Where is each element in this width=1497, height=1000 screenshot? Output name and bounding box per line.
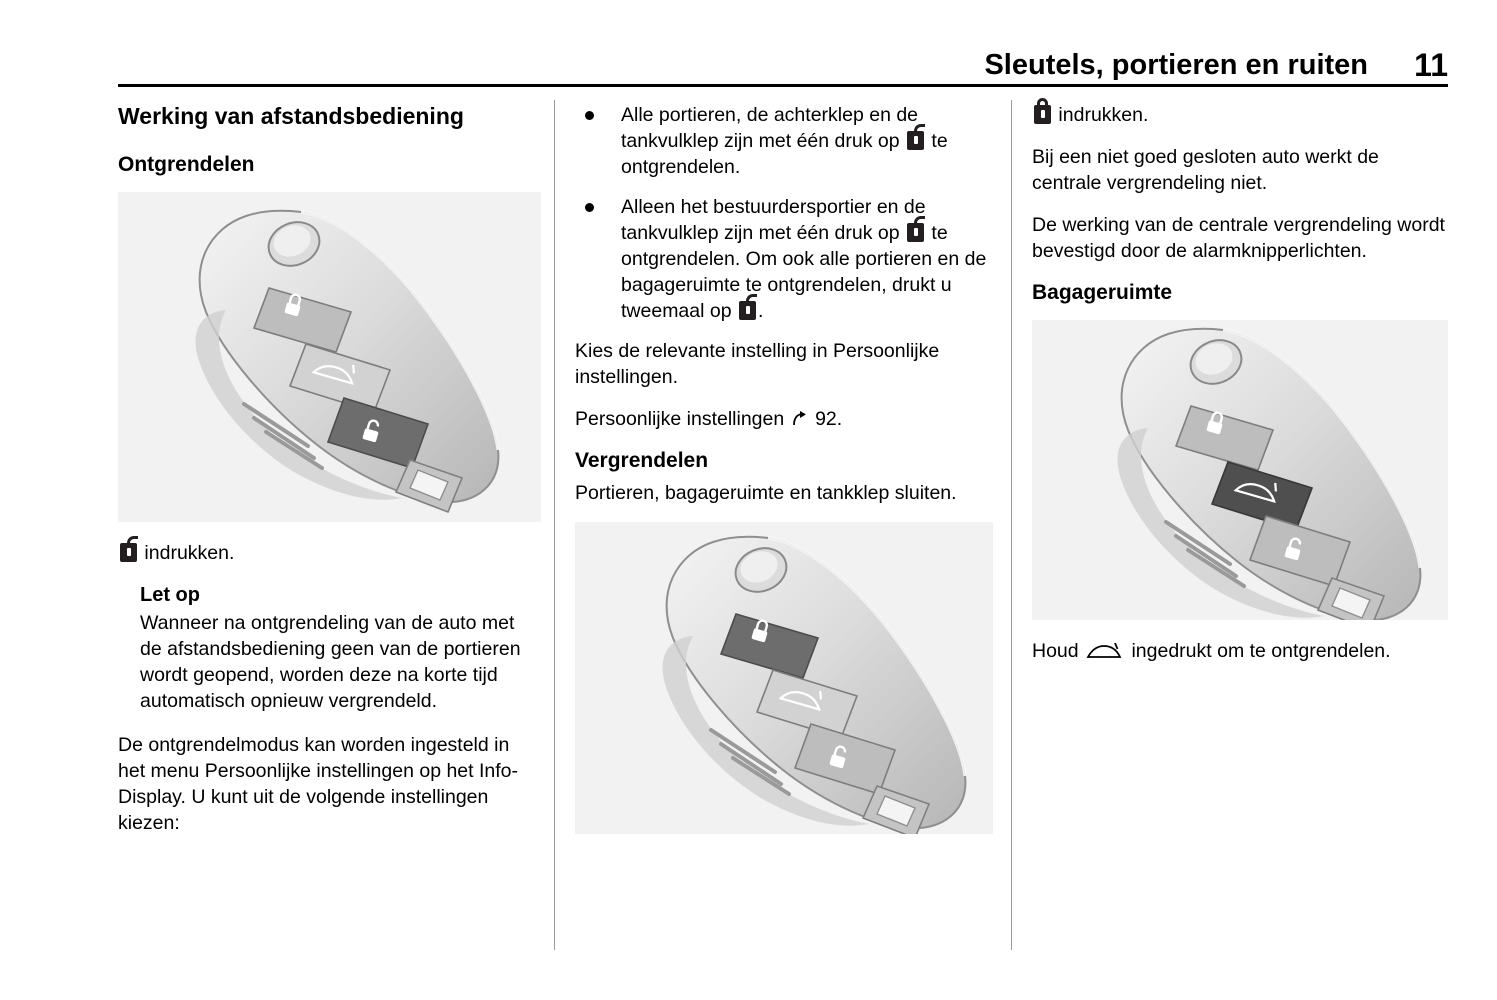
column-1: [118, 102, 541, 836]
column-divider-2: [1011, 100, 1012, 950]
subsection-heading-trunk: Bagageruimte: [1032, 281, 1173, 304]
key-fob-svg: [118, 192, 541, 522]
header-divider: [118, 84, 1448, 87]
key-fob-svg: [575, 522, 993, 834]
page-reference-icon: [792, 410, 808, 428]
section-heading: Werking van afstandsbediening: [118, 103, 464, 129]
trunk-caption: Houd ingedrukt om te ontgrendelen.: [1032, 640, 1391, 662]
note-block: [118, 582, 541, 714]
list-item: Alle portieren, de achterklep en de tankvulklep zijn met één druk op te ontgrendelen.: [575, 102, 993, 180]
list-item: Alleen het bestuurdersportier en de tankvulklep zijn met één druk op te ontgrendelen. Om ook alle portieren en de bagageruimte te ontgrendelen, drukt u tweemaal op .: [575, 194, 993, 324]
unlock-mode-paragraph: De ontgrendelmodus kan worden ingesteld in het menu Persoonlijke instellingen op het Info-Display. U kunt uit de volgende instellingen kiezen:: [118, 734, 518, 834]
page-title: Sleutels, portieren en ruiten: [984, 49, 1368, 81]
column-2: [575, 102, 993, 852]
lock-icon: [1034, 105, 1051, 124]
key-fob-illustration-trunk: [1032, 320, 1448, 620]
subsection-heading-lock: Vergrendelen: [575, 449, 709, 472]
lock-caption: indrukken.: [1032, 102, 1448, 128]
note-text: Wanneer na ontgrendeling van de auto met de afstandsbediening geen van de portieren wordt geopend, worden deze na korte tijd automatisch opnieuw vergrendeld.: [140, 612, 521, 712]
cross-reference: Persoonlijke instellingen 92.: [575, 408, 843, 430]
key-fob-illustration-lock: [575, 522, 993, 834]
lock-paragraph: Portieren, bagageruimte en tankklep sluiten.: [575, 482, 957, 504]
subsection-heading-unlock: Ontgrendelen: [118, 153, 255, 176]
unlock-icon: [907, 223, 924, 242]
page-header: [118, 36, 1448, 82]
key-fob-illustration-unlock: [118, 192, 541, 522]
key-fob-svg: [1032, 320, 1448, 620]
unlock-icon: [907, 131, 924, 150]
settings-paragraph: Kies de relevante instelling in Persoonlijke instellingen.: [575, 340, 940, 388]
unlock-icon: [120, 543, 137, 562]
central-locking-paragraph: Bij een niet goed gesloten auto werkt de centrale vergrendeling niet.: [1032, 146, 1379, 194]
column-3: [1032, 102, 1448, 664]
note-title: Let op: [140, 584, 200, 606]
trunk-release-icon: [1086, 643, 1122, 661]
column-divider-1: [554, 100, 555, 950]
hazard-lights-paragraph: De werking van de centrale vergrendeling wordt bevestigd door de alarmknipperlichten.: [1032, 214, 1445, 262]
unlock-options-list: [575, 102, 993, 324]
page-number: 11: [1414, 47, 1448, 83]
unlock-icon: [739, 301, 756, 320]
unlock-caption: indrukken.: [118, 540, 541, 566]
